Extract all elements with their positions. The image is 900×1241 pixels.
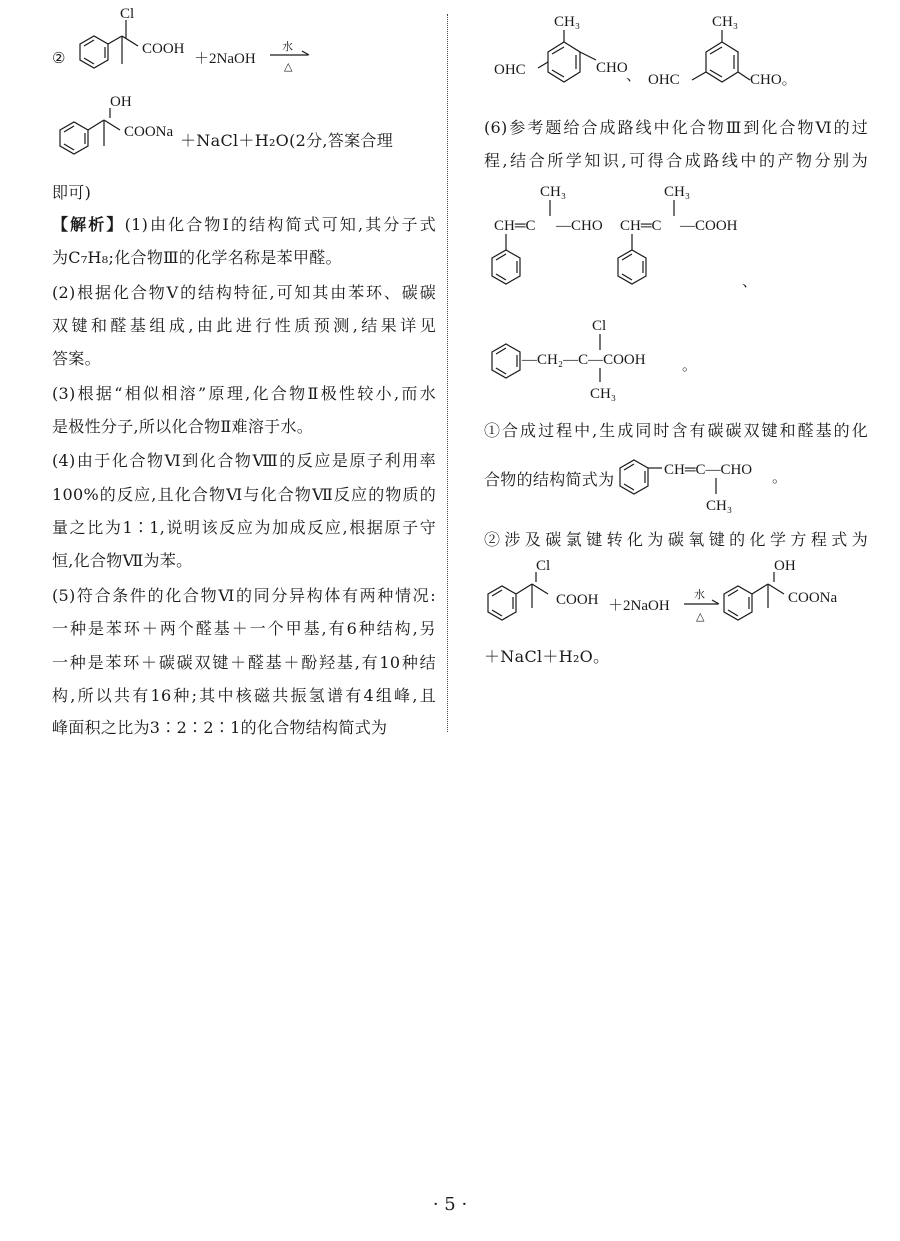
eq1-above-arrow: 水 (282, 41, 293, 53)
p6-line-1: (6)参考题给合成路线中化合物Ⅲ到化合物Ⅵ的过 (484, 118, 868, 137)
analysis-line-8: (4)由于化合物Ⅵ到化合物Ⅷ的反应是原子利用率 (52, 451, 436, 470)
analysis-line-10: 量之比为1∶1,说明该反应为加成反应,根据原子守 (52, 518, 436, 537)
product-c (484, 316, 874, 406)
eq2-tail: ＋NaCl＋H₂O。 (484, 647, 610, 666)
prod-a-ch3: CH₃ (540, 184, 567, 200)
eq2-cooh: COOH (556, 592, 599, 608)
q1-line-1: ①合成过程中,生成同时含有碳碳双键和醛基的化 (484, 421, 868, 440)
equation-2 (484, 560, 874, 630)
eq2-cl: Cl (536, 558, 551, 574)
equation-1-product (52, 94, 442, 164)
analysis-line-15: 构,所以共有16种;其中核磁共振氢谱有4组峰,且 (52, 686, 436, 705)
analysis-line-11: 恒,化合物Ⅶ为苯。 (52, 551, 193, 570)
analysis-line-12: (5)符合条件的化合物Ⅵ的同分异构体有两种情况: (52, 586, 436, 605)
prod-a-chc: CH═C (494, 218, 536, 234)
iso-a-ohc: OHC (494, 62, 526, 78)
equation-1-reactant (52, 8, 442, 78)
iso-b-ohc: OHC (648, 72, 680, 88)
analysis-line-3: (2)根据化合物Ⅴ的结构特征,可知其由苯环、碳碳 (52, 283, 436, 302)
analysis-line-14: 一种是苯环＋碳碳双键＋醛基＋酚羟基,有10种结 (52, 653, 436, 672)
iso-sep: 、 (626, 68, 642, 84)
prod-comma: 、 (742, 274, 758, 290)
analysis-line-2: 为C₇H₈;化合物Ⅲ的化学名称是苯甲醛。 (52, 248, 342, 267)
p6-line-2: 程,结合所学知识,可得合成路线中的产物分别为 (484, 151, 868, 170)
q1-structure (612, 446, 872, 518)
analysis-line-7: 是极性分子,所以化合物Ⅱ难溶于水。 (52, 417, 314, 436)
analysis-line-4: 双键和醛基组成,由此进行性质预测,结果详见 (52, 316, 436, 335)
eq1-tail2: 即可) (52, 183, 92, 202)
iso-b-ch3: CH₃ (712, 14, 739, 30)
q1-end: 。 (772, 470, 788, 486)
iso-b-cho: CHO。 (750, 72, 797, 88)
analysis-line-1: 【解析】(1)由化合物Ⅰ的结构简式可知,其分子式 (52, 215, 436, 234)
prod-b-cooh: —COOH (680, 218, 738, 234)
eq1-coona: COONa (124, 124, 174, 140)
prod-c-cl: Cl (592, 318, 607, 334)
iso-a-cho: CHO (596, 60, 628, 76)
analysis-line-5: 答案。 (52, 349, 101, 368)
products-row-1 (484, 178, 874, 308)
q1-prefix: 合物的结构简式为 (484, 470, 615, 489)
analysis-line-13: 一种是苯环＋两个醛基＋一个甲基,有6种结构,另 (52, 619, 436, 638)
eq1-oh: OH (110, 94, 132, 110)
eq2-above-arrow: 水 (694, 589, 705, 601)
eq1-cooh: COOH (142, 41, 185, 57)
page-number: · 5 · (432, 1194, 468, 1215)
isomer-structures (484, 10, 874, 105)
q1-formula: CH═C—CHO (664, 462, 753, 478)
eq2-naoh: ＋2NaOH (608, 598, 670, 614)
eq1-cl: Cl (120, 6, 135, 22)
q1-ch3: CH₃ (706, 498, 733, 514)
eq2-coona: COONa (788, 590, 838, 606)
eq1-tail: ＋NaCl＋H₂O(2分,答案合理 (180, 131, 393, 150)
prod-b-ch3: CH₃ (664, 184, 691, 200)
prod-c-chain: —CH₂—C—COOH (522, 352, 646, 368)
eq1-marker: ② (52, 51, 66, 67)
column-divider (447, 14, 448, 732)
analysis-line-6: (3)根据“相似相溶”原理,化合物Ⅱ极性较小,而水 (52, 384, 436, 403)
prod-b-chc: CH═C (620, 218, 662, 234)
eq1-below-arrow: △ (284, 61, 293, 73)
analysis-line-16: 峰面积之比为3∶2∶2∶1的化合物结构简式为 (52, 718, 388, 737)
iso-a-ch3: CH₃ (554, 14, 581, 30)
eq2-oh: OH (774, 558, 796, 574)
eq1-naoh: ＋2NaOH (194, 51, 256, 67)
analysis-label: 【解析】 (52, 215, 125, 234)
eq2-below-arrow: △ (696, 611, 705, 623)
prod-a-cho: —CHO (556, 218, 603, 234)
prod-c-end: 。 (682, 358, 698, 374)
prod-c-ch3: CH₃ (590, 386, 617, 402)
q2-line-1: ②涉及碳氯键转化为碳氧键的化学方程式为 (484, 530, 868, 549)
analysis-line-9: 100%的反应,且化合物Ⅵ与化合物Ⅶ反应的物质的 (52, 485, 436, 504)
